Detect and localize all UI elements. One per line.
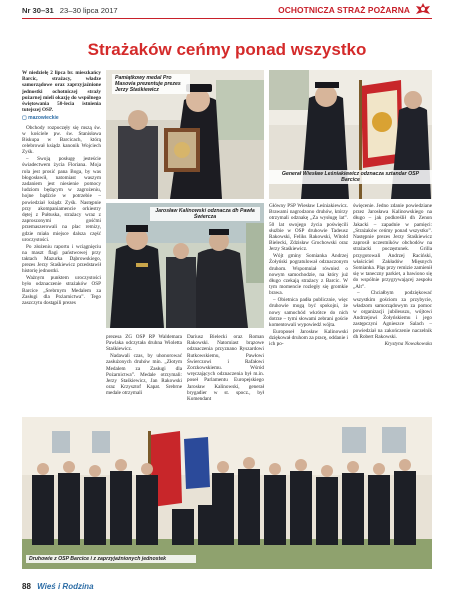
issue-date: 23–30 lipca 2017: [59, 6, 118, 15]
paragraph: – Swoją posługę jesteście świadectwem życia Floriana. Moja rola jest prosić pana Boga, by was błogosławił, natomiast waszym zadaniem jest niesienie pomocy ludziom będącym w zagrożeniu, hojne bądźcie w potrzebie – powiedział ksiądz Zyśk. Następnie przy akompaniamencie orkiestry dętej z Pułtuska, strażacy wraz z zaproszonymi gośćmi przemaszerowali na plac remizy, gdzie miała miejsce dalsza część uroczystości.: [22, 156, 101, 243]
article-lead: W niedzielę 2 lipca br. mieszkańcy Barcic, strażacy, władze samorządowe oraz zaprzyjaźnione jednostki ochotniczej straży pożarnej mieli okazję do wspólnego świętowania 50-lecia istnienia tutejszej OSP.: [22, 70, 101, 114]
header-divider: [22, 18, 432, 19]
paragraph: Nadawali czas, by uhonorować zasłużonych druhów min. „Złotym Medalem za Zasługi dla Pożarnictwa”. Medale otrzymali: Jerzy Staśkiewicz, Jan Rakowski oraz Krzysztof Kapat. Srebrne medale otrzymali: [106, 353, 182, 397]
paragraph: Obchody rozpoczęły się mszą św. w kościele pw. św. Stanisława Biskupa w Barcicach, którą celebrował ksiądz kanonik Wojciech Zyśk.: [22, 124, 101, 156]
photo-decoration: [106, 203, 264, 328]
fire-brigade-logo-icon: [414, 2, 432, 16]
paragraph: Główny PSP Wiesław Leśniakiewicz. Brawami nagrodzono druhów, którzy otrzymali odznakę „Za wysługę lat”. 50 lat swojego życia poświęcili służbie w OSP druhowie Tadeusz Rakowski, Feliks Rakowski, Witold Bielecki, Zdzisław Grochowski oraz Jerzy Staśkiewicz.: [269, 203, 348, 253]
paragraph: prezesa ZG OSP RP Waldemara Pawlaka odczytała druhna Wioletta Staśkiewicz.: [106, 334, 182, 353]
photo-group: [22, 417, 432, 569]
magazine-name: Wieś i Rodzina: [37, 582, 94, 591]
text-column-1: [22, 70, 101, 466]
paragraph: Po złożeniu raportu i wciągnięciu na maszt flagi państwowej przy taktach Mazurka Dąbrowskiego, prezes Jerzy Staśkiewicz przedstawił historię jednostki.: [22, 243, 101, 275]
paragraph: – Chciałbym podziękować wszystkim gościom za przybycie, władzom samorządowym za pomoc w organizacji jubileuszu, wójtowi Andrzejowi Żołyńskiemu i jego zastępczyni Agnieszce Salach – powiedział na zakończenie naczelnik dh Robert Rakowski.: [353, 290, 432, 340]
paragraph: święcenie. Jedno zdanie powiedziane przez Jarosława Kalinowskiego na długo – jak podkreślił dh Zenon Jakacki – zapadnie w pamięci: „Strażaków ceńmy ponad wszystko”. Następnie prezes Jerzy Staśkiewicz zaprosił uczestników obchodów na strażacki poczęstunek. Grilla przygotowali Andrzej Raciński, właściciel Zakładów Mięsnych Somianka. Pląs przy remizie zamienił się w taneczny parkiet, a bawiono się do wspólnie przygrywającej zespołu „Alt”.: [353, 203, 432, 290]
source-label: mazowieckie: [28, 115, 59, 122]
section-title: OCHOTNICZA STRAŻ POŻARNA: [278, 5, 410, 15]
paragraph: – Obietnica padła publicznie, więc druhowie mogą być spokojni, że nowy samochód wkrótce do nich dotrze – tymi słowami zebrani goście komentowali wypowiedź wójta.: [269, 297, 348, 329]
text-column-5: [353, 203, 432, 414]
page-footer: [22, 582, 94, 591]
text-column-2: [106, 334, 182, 414]
paragraph: Dariusz Bielecki oraz Roman Rakowski. Natomiast brązowe odznaczenia przyznano Ryszardowi Rutkowskiemu, Pawłowi Świerczowi i Rafałowi Zorzkowskiemu. Wśród wręczających odznaczenia był m.in. poseł Parlamentu Europejskiego Jarosław Kalinowski, generał brygadier w st. spocz., był Komendant: [187, 334, 264, 403]
photo-decoration-caption: Jarosław Kalinowski odznacza dh Pawła Świercza: [150, 207, 260, 221]
photo-banner-caption: Generał Wiesław Leśniakiewicz odznacza sztandar OSP Barcice: [269, 170, 432, 184]
issue-info: [22, 6, 118, 15]
paragraph: Wójt gminy Somianka Andrzej Żołyński pogratulował odznaczonym druhom. Wspomniał również o nowym samochodzie, na który już długo czekają strażacy z Barcic. W tym momencie rozległy się gromkie brawa.: [269, 253, 348, 297]
issue-number: Nr 30–31: [22, 6, 54, 15]
page-number: 88: [22, 582, 31, 591]
text-column-4: [269, 203, 348, 414]
paragraph: Ważnym punktem uroczystości było odznaczenie strażaków OSP Barcice „Srebrnym Medalem za Zasługi dla Pożarnictwa”. Tego zaszczytu dostąpili prezes: [22, 275, 101, 307]
author-signature: Krystyna Nowakowska: [384, 341, 432, 348]
photo-medal-caption: Pamiątkowy medal Pro Masovia prezentuje prezes Jerzy Staśkiewicz: [112, 74, 190, 94]
article-title: Strażaków ceńmy ponad wszystko: [87, 40, 367, 59]
source-tag: ▢ mazowieckie: [22, 115, 59, 122]
photo-group-caption: Druhowie z OSP Barcice i z zaprzyjaźnionych jednostek: [26, 555, 196, 563]
paragraph: Europoseł Jarosław Kalinowski dziękował druhom za pracę, oddanie i ich po-: [269, 328, 348, 348]
text-column-3: [187, 334, 264, 414]
